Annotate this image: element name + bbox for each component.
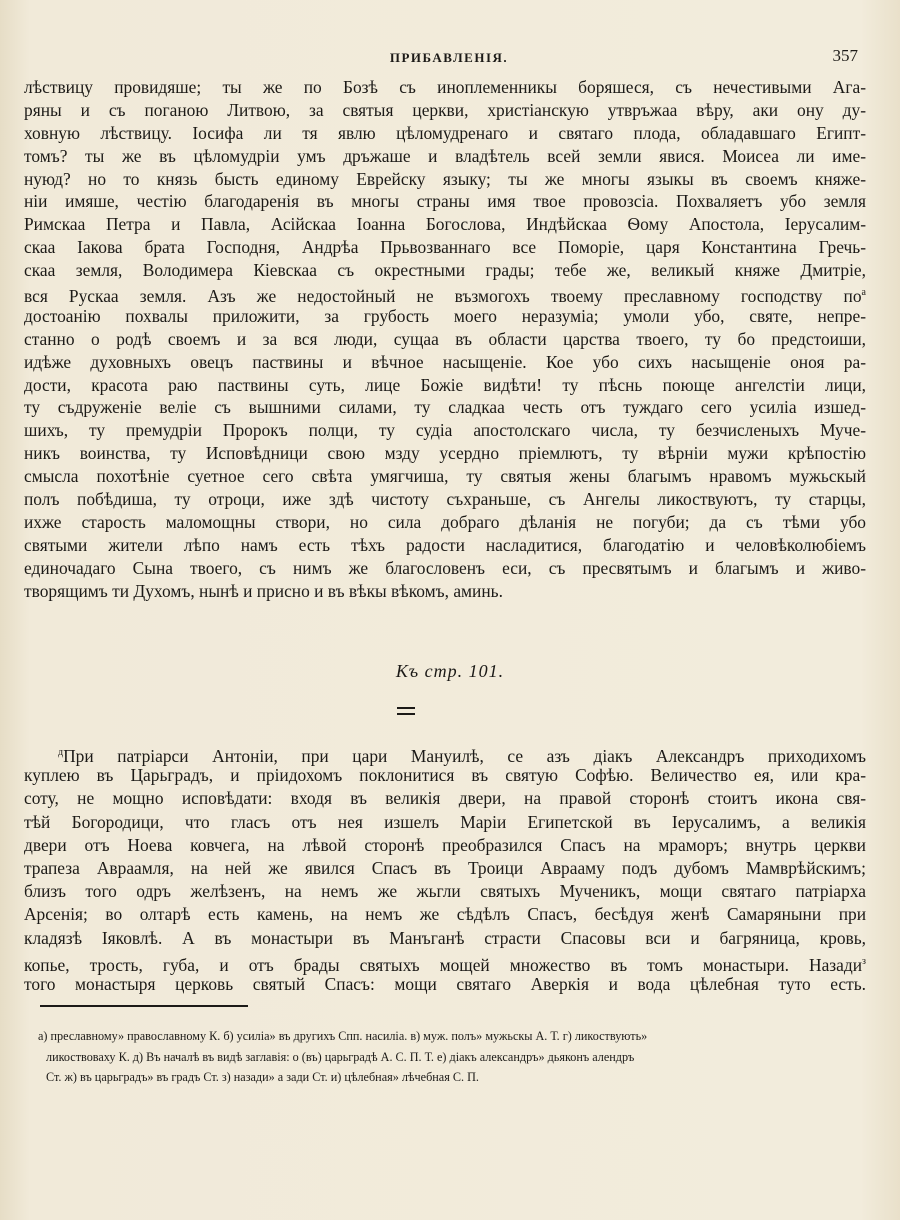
text-line: единочадаго Сына твоего, съ нимъ же благословенъ еси, съ пресвятымъ и благымъ и живо- bbox=[24, 557, 866, 578]
page-header bbox=[40, 46, 858, 70]
footnote-line: ликоствоваху К. д) Въ началѣ въ видѣ заглавія: о (въ) царьградѣ А. С. П. Т. е) діакъ александръ» дьяконъ алендръ bbox=[46, 1049, 635, 1064]
text-segment: вся Рускаа земля. Азъ же недостойный не възмогохъ твоему преславному господству по bbox=[24, 286, 862, 307]
text-line-with-note-z bbox=[24, 950, 866, 973]
footnote-line: Ст. ж) въ царьградъ» въ градъ Ст. з) назади» а зади Ст. и) цѣлебная» лѣчебная С. П. bbox=[46, 1070, 479, 1084]
text-line: близъ того одръ желѣзенъ, на немъ же жьгли святыхъ Мученикъ, мощи святаго патріарха bbox=[24, 881, 866, 902]
text-line: шихъ, ту премудріи Пророкъ полци, ту судіа апостолскаго числа, ту безчисленыхъ Муче- bbox=[24, 420, 866, 441]
text-line: станно о родѣ своемъ и за вся люди, сущаа въ области царства твоего, ту бо предстоиши, bbox=[24, 328, 866, 349]
text-line: идѣже духовныхъ овецъ паствины и вѣчное насыщеніе. Кое убо сихъ насыщеніе оноя ра- bbox=[24, 351, 866, 372]
supplement-text-block bbox=[24, 741, 866, 996]
text-line-with-note-a bbox=[24, 282, 866, 305]
text-line: куплею въ Царьградъ, и пріидохомъ поклонитися въ святую Софѣю. Величество ея, или кра- bbox=[24, 765, 866, 786]
text-line: ряны и съ поганою Литвою, за святыя церкви, христіанскую утвръжаа вѣру, аки ону ду- bbox=[24, 99, 866, 120]
footnote-separator bbox=[40, 1005, 248, 1007]
text-line: нуюд? но то князь бысть единому Еврейску языку; ты же многы языкы въ своемъ княже- bbox=[24, 168, 866, 189]
note-marker-a: а bbox=[861, 287, 866, 299]
main-text-block bbox=[24, 76, 866, 602]
text-line: святыми жители лѣпо намъ есть тѣхъ радости насладитися, благодатію и человѣколюбіемъ bbox=[24, 534, 866, 555]
text-line: творящимъ ти Духомъ, нынѣ и присно и въ вѣкы вѣкомъ, аминь. bbox=[24, 580, 503, 601]
text-line: скаа Іакова брата Господня, Андрѣа Прьвозваннаго все Поморіе, царя Константина Гречь- bbox=[24, 237, 866, 258]
text-line: того монастыря церковь святый Спасъ: мощи святаго Аверкія и вода цѣлебная туто есть. bbox=[24, 973, 866, 994]
footnotes-block bbox=[38, 1026, 858, 1088]
text-line: соту, не мощно исповѣдати: входя въ великія двери, на правой сторонѣ стоитъ икона свя- bbox=[24, 788, 866, 809]
text-line: Римскаа Петра и Павла, Асійскаа Іоанна Богослова, Индѣйскаа Ѳому Апостола, Іерусалим- bbox=[24, 214, 866, 235]
text-line: Арсенія; во олтарѣ есть камень, на немъ же сѣдѣлъ Спасъ, бесѣдуя женѣ Самаряныни при bbox=[24, 904, 866, 925]
text-line: достоанію похвалы приложити, за грубость моего неразуміа; умоли убо, святе, непре- bbox=[24, 305, 866, 326]
text-line: кладязѣ Іяковлѣ. А въ монастыри въ Манъганѣ страсти Спасовы вси и багряница, кровь, bbox=[24, 927, 866, 948]
text-line: трапеза Авраамля, на ней же явился Спасъ въ Троици Аврааму подъ дубомъ Мамврѣйскимъ; bbox=[24, 857, 866, 878]
text-line: ховную лѣствицу. Іосифа ли тя явлю цѣломудренаго и святаго плода, обладавшаго Египт- bbox=[24, 122, 866, 143]
text-line: тѣй Богородици, что гласъ отъ нея изшелъ Маріи Египетской въ Іерусалимъ, а великія bbox=[24, 811, 866, 832]
running-title: ПРИБАВЛЕНІЯ. bbox=[389, 50, 509, 65]
text-segment: При патріарси Антоніи, при цари Мануилѣ, се азъ діакъ Александръ приходихомъ bbox=[63, 746, 866, 766]
text-line: двери отъ Ноева ковчега, на лѣвой сторонѣ преобразился Спасъ на мраморъ; внутрь церкви bbox=[24, 834, 866, 855]
text-line: скаа земля, Володимера Кіевскаа съ окрестными грады; тебе же, великый княже Дмитріе, bbox=[24, 260, 866, 281]
text-line: лѣствицу провидяше; ты же по Бозѣ съ иноплеменникы боряшеся, съ нечестивыми Ага- bbox=[24, 77, 866, 97]
page-number: 357 bbox=[832, 46, 858, 65]
text-line: дости, красота раю паствины суть, лице Божіе видѣти! ту пѣснь поюще ангелстіи лици, bbox=[24, 374, 866, 395]
note-marker-d: д bbox=[58, 747, 64, 758]
text-line-with-note-d bbox=[24, 741, 866, 764]
text-line: ту съдруженіе веліе съ вышними силами, ту сладкаа честь отъ туждаго сего усиліа изшед- bbox=[24, 397, 866, 418]
text-line: никъ воинства, ту Исповѣдници свою мзду усердно пріемлютъ, ту вѣрніи мужи крѣпостію bbox=[24, 443, 866, 464]
double-rule-divider bbox=[397, 707, 415, 715]
text-line: полъ побѣдиша, ту отроци, иже здѣ чистоту съхраньше, съ Ангелы ликоствуютъ, ту старцы, bbox=[24, 489, 866, 510]
text-line: ніи имяше, честію благодаренія въ многы страны имя твое провозсіа. Похваляетъ убо земля bbox=[24, 191, 866, 212]
note-marker-z: з bbox=[862, 955, 866, 967]
text-line: смысла похотѣніе суетное сего свѣта умягчиша, ту святыя жены благымъ нравомъ мужьскый bbox=[24, 466, 866, 487]
section-heading: Къ стр. 101. bbox=[395, 661, 505, 681]
text-line: ихже старость маломощны створи, но сила добраго дѣланія не погуби; да съ тѣми убо bbox=[24, 511, 866, 532]
footnote-line: а) преславному» православному К. б) усиліа» въ другихъ Спп. насиліа. в) муж. полъ» мужьскы А. Т. г) ликоствують» bbox=[38, 1029, 648, 1043]
text-line: томъ? ты же въ цѣломудріи умъ дръжаше и владѣтель всей земли явися. Моисеа ли име- bbox=[24, 145, 866, 166]
text-segment: копье, трость, губа, и отъ брады святыхъ мощей множество въ томъ монастыри. Назади bbox=[24, 954, 863, 975]
